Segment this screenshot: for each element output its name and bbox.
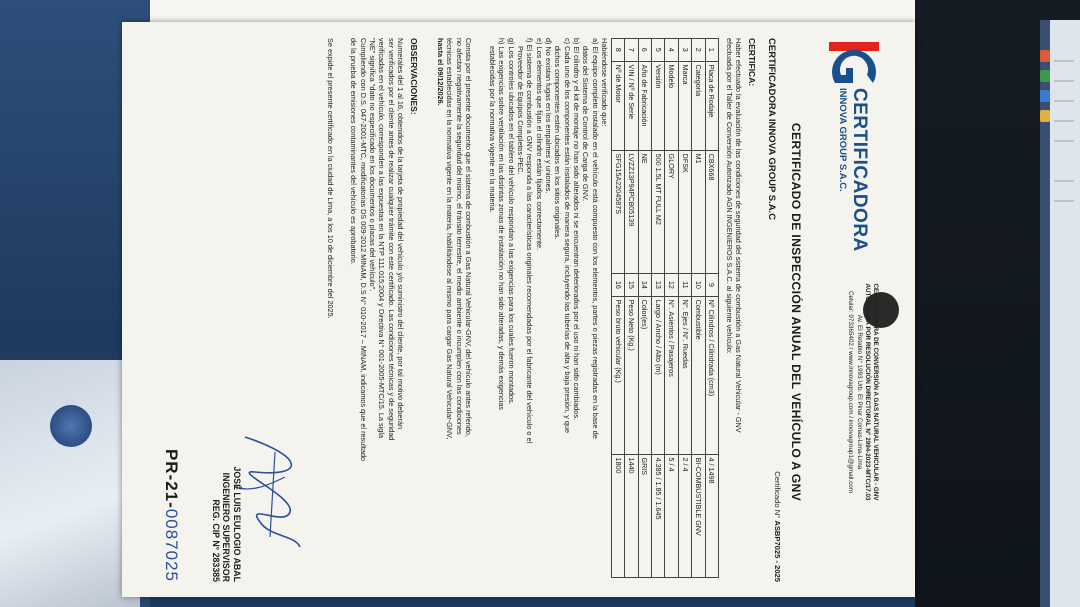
company-name: CERTIFICADORA INNOVA GROUP S.A.C [766,38,777,221]
row-number: 8 [611,39,624,62]
field-label: N°. Asientos / Pasajeros [665,296,678,454]
certificate-number-value: ASBP7025 - 2025 [773,520,782,582]
serial-number [160,362,182,582]
observaciones-section [349,38,405,583]
observacion-line: "NE" significa "dato no especificado en los documentos o placas del vehículo". [368,38,378,292]
vehicle-table-row [705,39,718,578]
certifica-label: CERTIFICA: [747,38,757,87]
signatory-block [210,352,242,582]
row-number: 16 [611,274,624,297]
field-label: Nº de Motor [611,61,624,150]
issued-statement: Se expide el presente certificado en la ciudad de Lima, a los 10 de diciembre del 2025. [326,38,335,319]
field-label: Categoría [692,61,705,150]
app-icon [1040,50,1050,62]
verification-section [488,38,609,583]
text-line [1054,140,1074,142]
row-number: 15 [625,274,638,297]
field-label: VIN / Nº de Serie [625,61,638,150]
logo-name: CERTIFICADORA [849,88,870,252]
row-number: 10 [692,274,705,297]
field-label: Marca [678,61,691,150]
fan-icon [50,405,92,447]
intro-line: Haber efectuado la evaluación de las condiciones de seguridad del sistema de combustión a Gas Natural Vehicular - GNV [734,38,743,433]
field-label: Color(es) [638,296,651,454]
field-value: GLORY [665,150,678,273]
field-label: Largo / Ancho / Alto (m) [652,296,665,454]
company-logo [825,40,883,252]
text-line [1054,200,1074,202]
verification-line: b) El cilindro y el kit de montaje no han sido alterados ni se encuentran deteriorados por el uso ni han sido cambiados. [572,38,582,421]
verification-line: d) No existan fugas en los empalmes y uniones. [544,38,554,194]
row-number: 14 [638,274,651,297]
verification-line: h) Las exigencias sobre ventilación en las distintas zonas de instalación no han sido alteradas, y demás exigencias [497,38,507,410]
field-value: CBX668 [705,150,718,273]
constancia-line: técnicas establecidas en la normativa vigente en la materia, habilitándose al mismo para cargar Gas Natural Vehicular-GNV, [445,38,455,440]
vehicle-table-row [611,39,624,578]
row-number: 5 [652,39,665,62]
field-value: 500 1.5L MT FULL M2 [652,150,665,273]
text-line [1054,120,1074,122]
vehicle-table [611,38,719,578]
vehicle-table-row [678,39,691,578]
logo-subtitle: INNOVA GROUP S.A.C. [837,88,848,192]
field-label: N°. Ejes / N°. Ruedas [678,296,691,454]
field-value: 4.385 / 1.85 / 1.645 [652,454,665,578]
vehicle-table-row [652,39,665,578]
serial-digits: 0087025 [162,508,181,582]
verification-line: f) El sistema de combustión a GNV responda a las características originales recomendadas por el fabricante del vehículo o el [525,38,535,444]
header-info [846,202,879,582]
verification-line: c) Cada uno de los componentes están instalados de manera segura, incluyendo las tuberías de alta y baja presión, y que [562,38,572,434]
certificate-page [122,22,915,597]
taskbar [1040,20,1050,607]
row-number: 9 [705,274,718,297]
field-label: Versión [652,61,665,150]
signatory-role: INGENIERO SUPERVISOR [221,472,232,582]
text-line [1054,180,1074,182]
constancia-line: Consta por el presente documento que el sistema de combustión a Gas Natural Vehicular-GNV, del vehículo antes referido, [464,38,473,437]
logo-icon [825,40,883,86]
app-icon [1040,90,1050,102]
field-label: Peso bruto vehicular (Kg.) [611,296,624,454]
verification-line: a) El equipo completo instalado en el vehículo está compuesto con los elementos, partes o piezas registradas en la base de [590,38,600,439]
serial-prefix: PR-21- [162,448,181,509]
verification-line: Habiéndose verificado que: [600,38,609,127]
signatory-name: JOSÉ LUIS EULOGIO ABAL [232,466,242,582]
vehicle-table-row [625,39,638,578]
verification-line: g) Los controles ubicados en el tablero del vehículo respondan a las exigencias para los cuales fueron montados. [506,38,516,405]
field-value: DFSK [678,150,691,273]
verification-line: establecidas por la normativa vigente en la materia. [488,46,498,213]
background-top [150,0,920,22]
vehicle-table-row [665,39,678,578]
field-value: NE [638,150,651,273]
field-value: LVZZ13P94PCB05139 [625,150,638,273]
verification-line: e) Los elementos que fijan el cilindro están fijados correctamente. [534,38,544,251]
row-number: 11 [678,274,691,297]
field-value: 2 / 4 [678,454,691,578]
row-number: 6 [638,39,651,62]
field-value: SFG15A2204587S [611,150,624,273]
certificate-paper [122,22,915,597]
row-number: 4 [665,39,678,62]
observaciones-label: OBSERVACIONES: [409,38,419,115]
observacion-line: Cumpliendo con D.S. 047-2001-MTC, modificatorias DS 009-2012 MINAM, D.S N° 010-2017 – MINAM, indicamos que el resultado [358,38,368,462]
constancia-line: hasta el 09/12/2026. [436,38,446,106]
constancia-section [436,38,473,583]
intro-text [724,38,743,578]
app-icon [1040,70,1050,82]
observacion-line: Numerales del 1 al 16, obtenidos de la tarjeta de propiedad del vehículo y/o suministro del cliente, por tal motivo deberán [396,38,405,430]
background-screen [1040,20,1080,607]
signatory-reg: REG. CIP N° 283385 [210,499,221,582]
background-fabric [0,360,140,607]
verification-line: Proveedor de Equipos Completos-PEC. [516,46,526,175]
row-number: 13 [652,274,665,297]
field-label: Modelo [665,61,678,150]
certificate-number [772,382,782,582]
vehicle-table-row [692,39,705,578]
header-info-line: AUTORIZADA POR RESOLUCIÓN DIRECTORAL N° 2994-2023-MTC/17.03 [863,283,871,501]
field-value: M1 [692,150,705,273]
field-label: Combustible [692,296,705,454]
app-icon [1040,110,1050,122]
row-number: 3 [678,39,691,62]
field-label: Placa de Rodaje [705,61,718,150]
field-value: 1800 [611,454,624,578]
text-line [1054,60,1074,62]
row-number: 7 [625,39,638,62]
observacion-line: ser verificados por el cliente antes de realizar cualquier trámite con este certificado. Las condiciones técnicas y de seguridad [386,38,396,441]
field-label: Nº Cilindros / Cilindrada (cm3) [705,296,718,454]
field-value: 5 / 4 [665,454,678,578]
row-number: 1 [705,39,718,62]
field-value: BI-COMBUSTIBLE GNV [692,454,705,578]
field-value: 4 / 1498 [705,454,718,578]
document-title: CERTIFICADO DE INSPECCIÓN ANUAL DEL VEHÍCULO A GNV [789,122,803,502]
observacion-line: verificadas en el vehículo, corresponden a las expuestas en la NTP 111.015:2004 y Directiva N° 001-2005-MTC/15. La sigla [377,38,387,439]
text-line [1054,100,1074,102]
header-info-line: Celular: 973365402 / www.innovagroup.com / innovagroup1@gmail.com [847,290,855,494]
intro-line: efectuada por el Taller de Conversión Autorizado AGN INGENIEROS S.A.C. al siguiente vehículo: [724,38,734,354]
vehicle-table-row [638,39,651,578]
row-number: 12 [665,274,678,297]
field-value: 1440 [625,454,638,578]
field-label: Año de Fabricación [638,61,651,150]
constancia-line: no afectan negativamente la seguridad del mismo, el tránsito terrestre, el medio ambiente o incumplen con las condiciones [454,38,464,435]
row-number: 2 [692,39,705,62]
verification-line: datos del Sistema de Control de Carga de GNV. [581,46,591,202]
verification-line: dichos componentes estén ubicados en los sitios originales. [553,46,563,240]
header-info-line: CERTIFICADORA DE CONVERSIÓN A GAS NATURAL VEHICULAR - GNV [872,283,879,501]
certificate-number-label: Certificado N° [773,471,782,519]
field-value: GRIS [638,454,651,578]
header-info-line: Av. El Retablo N° 1993 Urb. El Pinar Comas-Lima-Lima [855,314,863,470]
field-label: Peso Neto (Kg.) [625,296,638,454]
text-line [1054,80,1074,82]
observacion-line: de la prueba de emisiones contaminantes del vehículo es aprobatorio. [349,38,359,265]
